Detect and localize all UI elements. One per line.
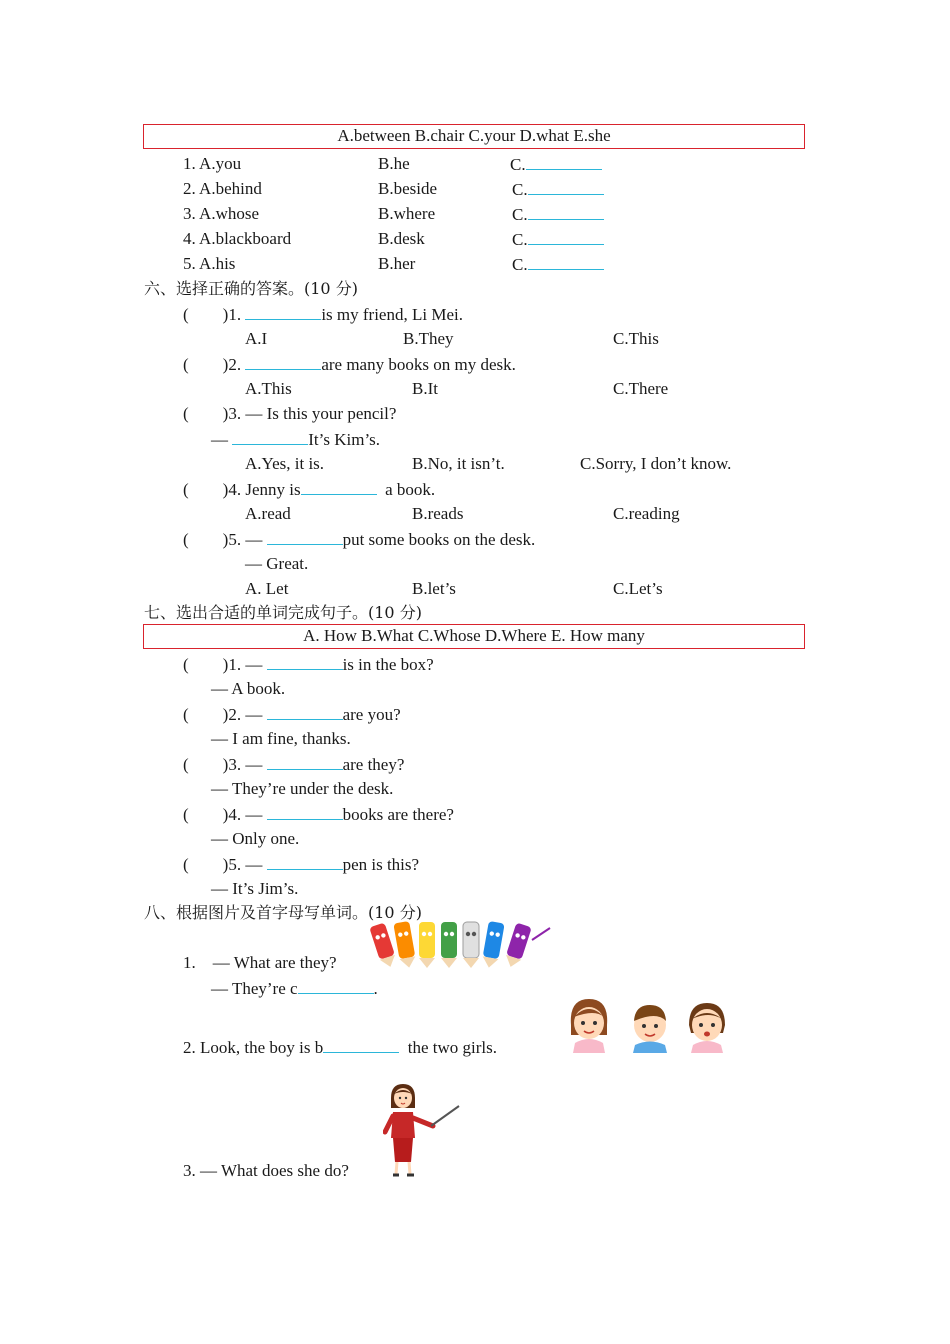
s7-q2-reply: — I am fine, thanks. bbox=[211, 729, 351, 748]
s5-row2-c: C. bbox=[512, 178, 604, 201]
s7-q5-reply: — It’s Jim’s. bbox=[211, 879, 299, 898]
s6-q2: ( )2. are many books on my desk. bbox=[183, 355, 516, 374]
s5-row5-c: C. bbox=[512, 253, 604, 276]
s6-q2-opt-a: A.This bbox=[245, 379, 292, 398]
answer-blank[interactable] bbox=[301, 478, 377, 495]
s6-q3-opt-c: C.Sorry, I don’t know. bbox=[580, 454, 732, 473]
answer-blank[interactable] bbox=[528, 253, 604, 270]
word-box-5: A.between B.chair C.your D.what E.she bbox=[143, 124, 805, 149]
word-box-7: A. How B.What C.Whose D.Where E. How many bbox=[143, 624, 805, 649]
s5-row4-c: C. bbox=[512, 228, 604, 251]
s7-q4: ( )4. — books are there? bbox=[183, 805, 454, 824]
s6-q1-opt-a: A.I bbox=[245, 329, 268, 348]
s5-row1-a: 1. A.you bbox=[183, 154, 242, 173]
s6-q3-opt-a: A.Yes, it is. bbox=[245, 454, 325, 473]
s6-q1-opt-c: C.This bbox=[613, 329, 659, 348]
s6-q5: ( )5. — put some books on the desk. bbox=[183, 530, 536, 549]
s7-q3: ( )3. — are they? bbox=[183, 755, 405, 774]
answer-blank[interactable] bbox=[267, 528, 343, 545]
answer-blank[interactable] bbox=[232, 428, 308, 445]
s7-q1: ( )1. — is in the box? bbox=[183, 655, 434, 674]
s7-q3-reply: — They’re under the desk. bbox=[211, 779, 394, 798]
s7-q5: ( )5. — pen is this? bbox=[183, 855, 420, 874]
teacher-image bbox=[383, 1082, 463, 1180]
s6-q3-opt-b: B.No, it isn’t. bbox=[412, 454, 505, 473]
s7-q1-reply: — A book. bbox=[211, 679, 286, 698]
s5-row3-b: B.where bbox=[378, 204, 436, 223]
s5-row2-b: B.beside bbox=[378, 179, 438, 198]
answer-blank[interactable] bbox=[245, 353, 321, 370]
s6-q4: ( )4. Jenny is a book. bbox=[183, 480, 436, 499]
girl-face-image-2 bbox=[683, 999, 731, 1053]
section8-title: 八、根据图片及首字母写单词。(10 分) bbox=[144, 903, 422, 922]
s5-row4-b: B.desk bbox=[378, 229, 425, 248]
s6-q3-answer: — It’s Kim’s. bbox=[211, 430, 381, 449]
s6-q3: ( )3. — Is this your pencil? bbox=[183, 404, 397, 423]
section6-title: 六、选择正确的答案。(10 分) bbox=[144, 279, 358, 298]
boy-face-image bbox=[627, 1001, 673, 1053]
s5-row5-a: 5. A.his bbox=[183, 254, 236, 273]
s8-q1-line1: 1. — What are they? bbox=[183, 953, 337, 972]
s6-q5-reply: — Great. bbox=[245, 554, 309, 573]
s6-q1: ( )1. is my friend, Li Mei. bbox=[183, 305, 463, 324]
answer-blank[interactable] bbox=[245, 303, 321, 320]
answer-blank[interactable] bbox=[267, 703, 343, 720]
s8-q2: 2. Look, the boy is b the two girls. bbox=[183, 1038, 497, 1057]
answer-blank[interactable] bbox=[528, 203, 604, 220]
s5-row3-a: 3. A.whose bbox=[183, 204, 260, 223]
s6-q5-opt-a: A. Let bbox=[245, 579, 289, 598]
answer-blank[interactable] bbox=[267, 853, 343, 870]
s6-q4-opt-c: C.reading bbox=[613, 504, 680, 523]
section7-title: 七、选出合适的单词完成句子。(10 分) bbox=[144, 603, 422, 622]
s6-q2-opt-b: B.It bbox=[412, 379, 438, 398]
s6-q5-opt-c: C.Let’s bbox=[613, 579, 663, 598]
s7-q4-reply: — Only one. bbox=[211, 829, 300, 848]
s6-q2-opt-c: C.There bbox=[613, 379, 669, 398]
s6-q1-opt-b: B.They bbox=[403, 329, 454, 348]
answer-blank[interactable] bbox=[298, 977, 374, 994]
s6-q5-opt-b: B.let’s bbox=[412, 579, 456, 598]
s5-row5-b: B.her bbox=[378, 254, 416, 273]
answer-blank[interactable] bbox=[267, 753, 343, 770]
s5-row2-a: 2. A.behind bbox=[183, 179, 262, 198]
answer-blank[interactable] bbox=[528, 228, 604, 245]
crayons-image bbox=[368, 918, 554, 970]
s5-row1-c: C. bbox=[510, 153, 602, 176]
answer-blank[interactable] bbox=[323, 1036, 399, 1053]
s5-row1-b: B.he bbox=[378, 154, 410, 173]
s5-row4-a: 4. A.blackboard bbox=[183, 229, 292, 248]
answer-blank[interactable] bbox=[526, 153, 602, 170]
s8-q3: 3. — What does she do? bbox=[183, 1161, 349, 1180]
answer-blank[interactable] bbox=[528, 178, 604, 195]
s8-q1-line2: — They’re c . bbox=[211, 979, 378, 998]
s6-q4-opt-b: B.reads bbox=[412, 504, 464, 523]
answer-blank[interactable] bbox=[267, 803, 343, 820]
s6-q4-opt-a: A.read bbox=[245, 504, 291, 523]
answer-blank[interactable] bbox=[267, 653, 343, 670]
girl-face-image bbox=[565, 995, 613, 1053]
s7-q2: ( )2. — are you? bbox=[183, 705, 401, 724]
s5-row3-c: C. bbox=[512, 203, 604, 226]
